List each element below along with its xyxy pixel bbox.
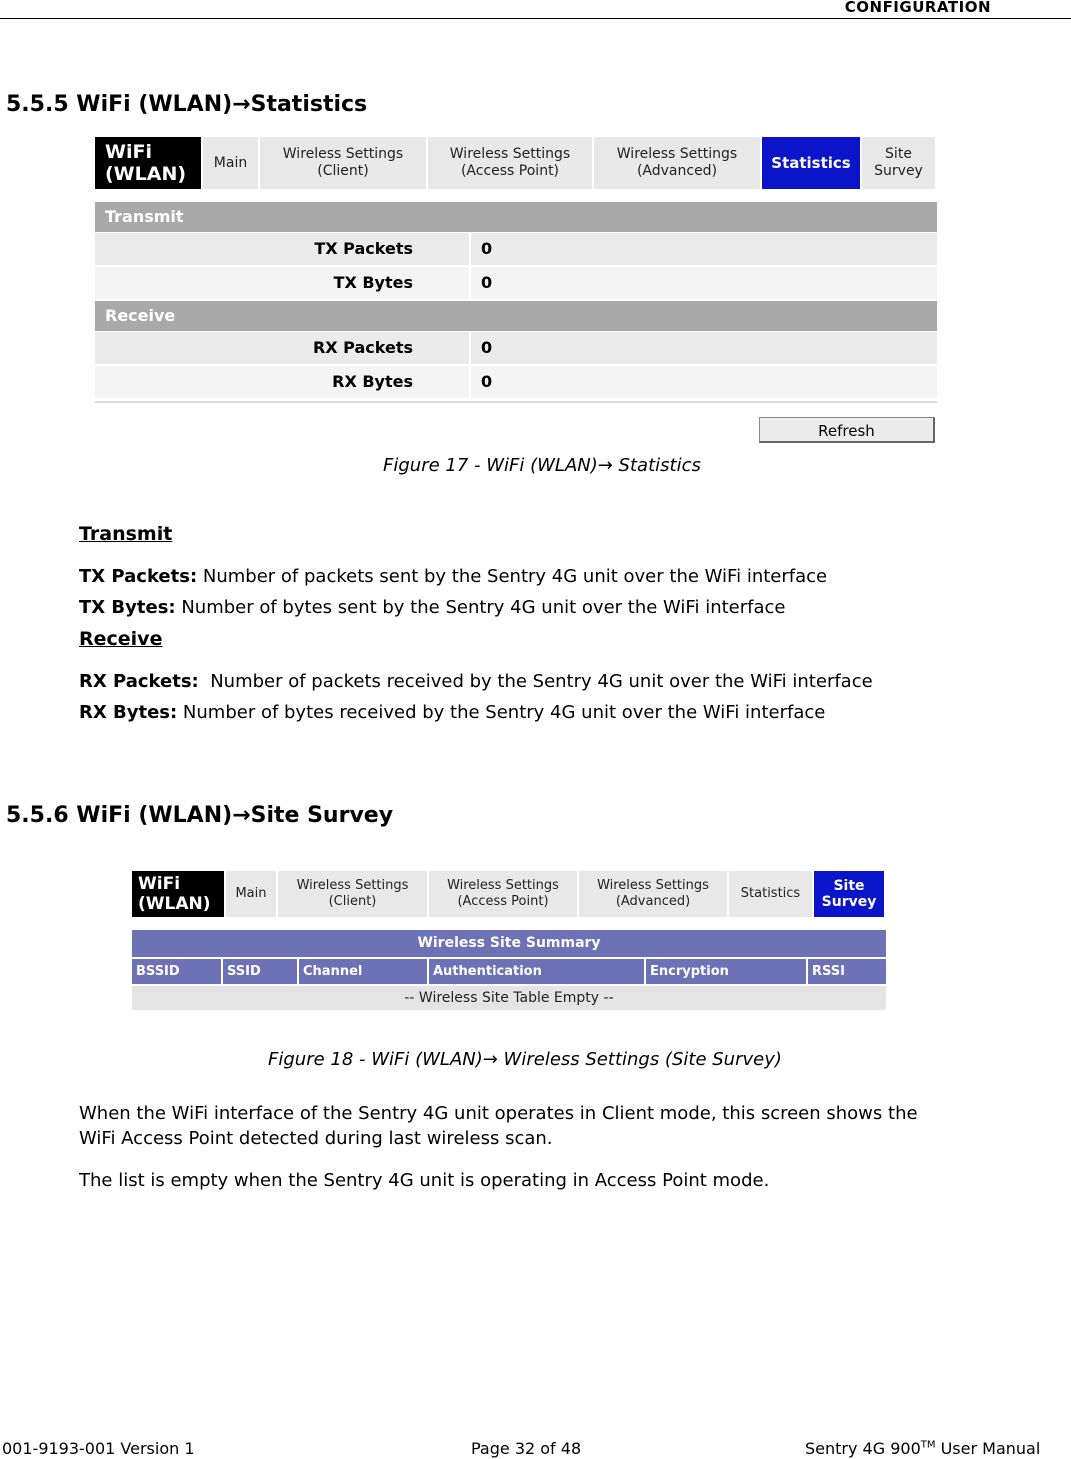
- table-bottom-rule: [95, 401, 937, 403]
- header-rule: [0, 18, 1071, 19]
- figure-17-caption: Figure 17 - WiFi (WLAN)→ Statistics: [383, 455, 701, 476]
- column-channel: Channel: [299, 959, 429, 984]
- rx-bytes-label: RX Bytes: [95, 366, 471, 398]
- column-authentication: Authentication: [429, 959, 646, 984]
- footer-manual-title: Sentry 4G 900™ User Manual: [805, 1439, 1041, 1458]
- rx-packets-description: RX Packets: Number of packets received by the Sentry 4G unit over the WiFi interface: [79, 671, 873, 692]
- row-tx-packets: [95, 233, 937, 265]
- wireless-site-summary-header: Wireless Site Summary: [132, 930, 886, 957]
- statistics-screenshot: [95, 137, 937, 447]
- tab-main[interactable]: Main: [203, 137, 260, 189]
- refresh-button[interactable]: Refresh: [759, 417, 935, 443]
- footer-page-number: Page 32 of 48: [471, 1439, 582, 1458]
- group-transmit: Transmit: [95, 202, 937, 232]
- tab-wireless-client[interactable]: Wireless Settings (Client): [260, 137, 428, 189]
- tab-site-survey-2[interactable]: Site Survey: [814, 871, 886, 917]
- tab-wireless-advanced-2[interactable]: Wireless Settings (Advanced): [579, 871, 729, 917]
- tab-bar-2: [132, 871, 886, 917]
- tx-bytes-description: TX Bytes: Number of bytes sent by the Sentry 4G unit over the WiFi interface: [79, 597, 786, 618]
- tab-statistics[interactable]: Statistics: [762, 137, 862, 189]
- row-rx-bytes: [95, 366, 937, 398]
- tx-bytes-value: 0: [471, 267, 937, 299]
- section-heading-site-survey: 5.5.6 WiFi (WLAN)→Site Survey: [6, 803, 394, 828]
- column-encryption: Encryption: [646, 959, 808, 984]
- group-receive: Receive: [95, 301, 937, 331]
- rx-bytes-description: RX Bytes: Number of bytes received by the Sentry 4G unit over the WiFi interface: [79, 702, 826, 723]
- row-tx-bytes: [95, 267, 937, 299]
- tab-wireless-access-point[interactable]: Wireless Settings (Access Point): [428, 137, 594, 189]
- tab-statistics-2[interactable]: Statistics: [729, 871, 814, 917]
- site-table-columns: [132, 959, 886, 984]
- column-bssid: BSSID: [132, 959, 223, 984]
- tab-wireless-advanced[interactable]: Wireless Settings (Advanced): [594, 137, 762, 189]
- rx-bytes-value: 0: [471, 366, 937, 398]
- brand-wifi-wlan-2: WiFi (WLAN): [132, 871, 226, 917]
- tx-packets-value: 0: [471, 233, 937, 265]
- row-rx-packets: [95, 332, 937, 364]
- column-ssid: SSID: [223, 959, 299, 984]
- tab-wireless-client-2[interactable]: Wireless Settings (Client): [278, 871, 429, 917]
- tab-wireless-access-point-2[interactable]: Wireless Settings (Access Point): [429, 871, 579, 917]
- transmit-heading: Transmit: [79, 523, 173, 545]
- figure-18-caption: Figure 18 - WiFi (WLAN)→ Wireless Settings (Site Survey): [268, 1049, 782, 1070]
- receive-heading: Receive: [79, 628, 163, 650]
- site-survey-paragraph-2: The list is empty when the Sentry 4G unit is operating in Access Point mode.: [79, 1170, 770, 1191]
- section-heading-statistics: 5.5.5 WiFi (WLAN)→Statistics: [6, 92, 368, 117]
- site-survey-screenshot: [132, 871, 886, 1011]
- site-survey-paragraph-1-line-2: WiFi Access Point detected during last wireless scan.: [79, 1128, 553, 1149]
- site-survey-paragraph-1-line-1: When the WiFi interface of the Sentry 4G unit operates in Client mode, this screen shows the: [79, 1103, 918, 1124]
- running-header: CONFIGURATION: [844, 0, 991, 16]
- tx-packets-description: TX Packets: Number of packets sent by the Sentry 4G unit over the WiFi interface: [79, 566, 828, 587]
- tab-site-survey[interactable]: Site Survey: [862, 137, 937, 189]
- column-rssi: RSSI: [808, 959, 886, 984]
- site-table-empty-row: -- Wireless Site Table Empty --: [132, 986, 886, 1010]
- tab-bar: [95, 137, 937, 189]
- footer-doc-id: 001-9193-001 Version 1: [2, 1439, 195, 1458]
- brand-wifi-wlan: WiFi (WLAN): [95, 137, 203, 189]
- tx-packets-label: TX Packets: [95, 233, 471, 265]
- rx-packets-label: RX Packets: [95, 332, 471, 364]
- tab-main-2[interactable]: Main: [226, 871, 278, 917]
- rx-packets-value: 0: [471, 332, 937, 364]
- tx-bytes-label: TX Bytes: [95, 267, 471, 299]
